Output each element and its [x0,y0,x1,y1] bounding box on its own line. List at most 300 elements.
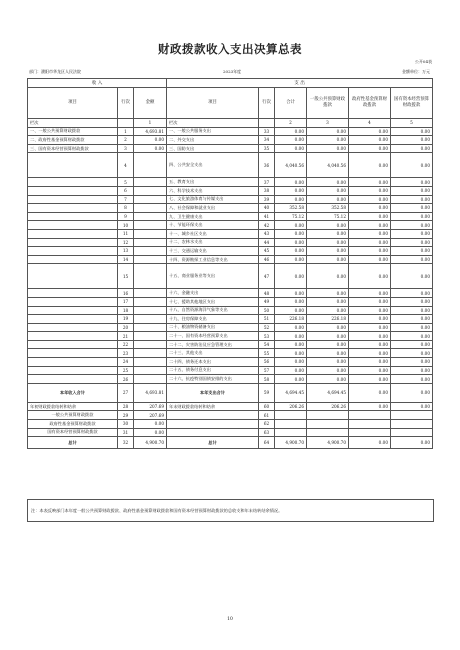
income-line-no: 9 [118,212,134,221]
income-line-no: 13 [118,247,134,256]
expense-total: 0.00 [275,229,307,238]
carry-income-line: 30 [118,420,134,429]
table-row [28,229,433,238]
expense-gov-fund: 0.00 [349,255,391,264]
income-amount [134,297,167,306]
expense-total: 0.00 [275,255,307,264]
income-amount [134,255,167,264]
page-number: 10 [227,617,233,622]
carry-income-item: 国有资本经营预算财政拨款 [28,428,118,437]
expense-item: 十八、自然资源海洋气象等支出 [167,306,259,315]
table-row [28,144,433,153]
expense-line-no: 50 [259,306,275,315]
income-line-no: 4 [118,153,134,178]
expense-item-header: 项目 [167,88,259,119]
expense-line-header: 行次 [259,88,275,119]
expense-total: 0.00 [275,375,307,384]
expense-general-budget: 0.00 [307,340,349,349]
grand-total-row [28,437,433,449]
carry-expense-total: 206.26 [275,402,307,411]
carry-expense-fund [349,420,391,429]
expense-state-capital: 0.00 [391,153,433,178]
grand-income-amount: 4,900.70 [134,437,167,449]
carry-expense-general [307,420,349,429]
carry-expense-total [275,428,307,437]
grand-expense-general: 4,900.70 [307,437,349,449]
expense-general-budget: 0.00 [307,195,349,204]
income-section-header: 收 入 [28,79,167,88]
table-row [28,358,433,367]
carry-expense-state [391,428,433,437]
expense-total-general: 4,694.45 [307,383,349,402]
income-item: 三、国有资本经营预算财政拨款 [28,144,118,153]
income-item [28,255,118,264]
expense-item: 二十二、灾害防治及应急管理支出 [167,340,259,349]
expense-item: 十七、援助其他地区支出 [167,297,259,306]
table-row [28,306,433,315]
expense-general-budget: 0.00 [307,136,349,145]
expense-gov-fund: 0.00 [349,297,391,306]
table-row [28,212,433,221]
income-item [28,153,118,178]
expense-total: 0.00 [275,349,307,358]
grand-expense-fund: 0.00 [349,437,391,449]
expense-total: 0.00 [275,358,307,367]
income-amount [134,340,167,349]
expense-item: 二十一、国有资本经营预算支出 [167,332,259,341]
expense-line-no: 35 [259,144,275,153]
table-row [28,264,433,289]
income-amount [134,315,167,324]
expense-total: 0.00 [275,238,307,247]
expense-line-no: 44 [259,238,275,247]
expense-total: 75.12 [275,212,307,221]
expense-state-capital: 0.00 [391,255,433,264]
expense-line-no: 51 [259,315,275,324]
carry-income-item: 政府性基金预算财政拨款 [28,420,118,429]
income-line-no: 23 [118,349,134,358]
expense-general-budget: 0.00 [307,297,349,306]
col-number-4: 4 [349,119,391,128]
grand-expense-state: 0.00 [391,437,433,449]
expense-general-budget: 0.00 [307,358,349,367]
carry-expense-general: 206.26 [307,402,349,411]
carry-expense-fund [349,411,391,420]
expense-state-capital: 0.00 [391,136,433,145]
expense-general-budget: 0.00 [307,186,349,195]
expense-line-no: 42 [259,221,275,230]
grand-expense-total: 4,900.70 [275,437,307,449]
expense-line-no: 38 [259,186,275,195]
table-row [28,238,433,247]
carry-expense-general [307,411,349,420]
carry-expense-total [275,411,307,420]
state-capital-header: 国有资本经营预算财政拨款 [391,88,433,119]
expense-gov-fund: 0.00 [349,247,391,256]
expense-gov-fund: 0.00 [349,195,391,204]
expense-state-capital: 0.00 [391,229,433,238]
expense-item: 十四、资源勘探工业信息等支出 [167,255,259,264]
income-amount [134,221,167,230]
table-row [28,297,433,306]
expense-general-budget: 0.00 [307,264,349,289]
expense-gov-fund: 0.00 [349,212,391,221]
expense-state-capital: 0.00 [391,247,433,256]
page-title: 财政拨款收入支出决算总表 [158,42,302,56]
income-line-no: 19 [118,315,134,324]
expense-total: 0.00 [275,178,307,187]
table-row [28,375,433,384]
income-line-no: 12 [118,238,134,247]
expense-general-budget: 75.12 [307,212,349,221]
column-header-row [28,88,433,119]
expense-total: 0.00 [275,297,307,306]
expense-total: 0.00 [275,306,307,315]
expense-state-capital: 0.00 [391,238,433,247]
income-amount [134,212,167,221]
expense-line-no: 57 [259,366,275,375]
carry-expense-line: 63 [259,428,275,437]
expense-total: 0.00 [275,136,307,145]
expense-general-budget: 0.00 [307,366,349,375]
income-amount: 4,693.81 [134,127,167,136]
expense-general-budget: 0.00 [307,127,349,136]
expense-general-budget: 4,040.56 [307,153,349,178]
expense-general-budget: 0.00 [307,332,349,341]
expense-line-no: 48 [259,289,275,298]
carry-expense-fund: 0.00 [349,402,391,411]
expense-line-no: 49 [259,297,275,306]
table-row [28,178,433,187]
income-item [28,297,118,306]
expense-gov-fund: 0.00 [349,153,391,178]
income-amount [134,178,167,187]
expense-gov-fund: 0.00 [349,144,391,153]
expense-line-no: 45 [259,247,275,256]
income-amount [134,349,167,358]
income-amount: 0.00 [134,144,167,153]
income-item-header: 项目 [28,88,118,119]
table-row [28,247,433,256]
expense-item: 八、社会保障和就业支出 [167,204,259,213]
carry-income-item: 一般公共预算财政拨款 [28,411,118,420]
carry-row [28,411,433,420]
expense-line-no: 37 [259,178,275,187]
carry-expense-general [307,428,349,437]
income-total-amount: 4,693.81 [134,383,167,402]
carry-expense-item [167,420,259,429]
income-line-no: 18 [118,306,134,315]
carry-expense-total [275,420,307,429]
expense-state-capital: 0.00 [391,289,433,298]
expense-total: 0.00 [275,340,307,349]
expense-item: 五、教育支出 [167,178,259,187]
carry-row [28,402,433,411]
expense-state-capital: 0.00 [391,178,433,187]
expense-general-budget: 352.58 [307,204,349,213]
income-amount [134,195,167,204]
expense-item: 十、节能环保支出 [167,221,259,230]
expense-state-capital: 0.00 [391,315,433,324]
table-row [28,323,433,332]
expense-gov-fund: 0.00 [349,375,391,384]
income-amount [134,238,167,247]
carry-expense-state [391,411,433,420]
col-number-3: 3 [307,119,349,128]
income-amount [134,332,167,341]
carry-expense-line: 61 [259,411,275,420]
expense-state-capital: 0.00 [391,195,433,204]
income-amount [134,358,167,367]
income-item [28,289,118,298]
expense-state-capital: 0.00 [391,375,433,384]
expense-gov-fund: 0.00 [349,306,391,315]
income-amount [134,366,167,375]
expense-total-sum: 4,694.45 [275,383,307,402]
income-line-no: 11 [118,229,134,238]
expense-line-no: 41 [259,212,275,221]
expense-item: 一、一般公共服务支出 [167,127,259,136]
income-line-no: 6 [118,186,134,195]
expense-general-budget: 0.00 [307,221,349,230]
income-line-header: 行次 [118,88,134,119]
col-label: 栏次 [167,119,259,128]
expense-gov-fund: 0.00 [349,349,391,358]
expense-total: 0.00 [275,144,307,153]
expense-line-no: 39 [259,195,275,204]
income-amount [134,153,167,178]
expense-item: 十一、城乡社区支出 [167,229,259,238]
carry-expense-state [391,420,433,429]
expense-state-capital: 0.00 [391,264,433,289]
section-header-row [28,79,433,88]
expense-total: 4,040.56 [275,153,307,178]
expense-state-capital: 0.00 [391,297,433,306]
expense-general-budget: 0.00 [307,255,349,264]
expense-line-no: 33 [259,127,275,136]
expense-gov-fund: 0.00 [349,178,391,187]
expense-gov-fund: 0.00 [349,264,391,289]
expense-general-budget: 0.00 [307,229,349,238]
expense-line-no: 40 [259,204,275,213]
expense-total: 0.00 [275,186,307,195]
expense-state-capital: 0.00 [391,127,433,136]
expense-general-budget: 0.00 [307,306,349,315]
income-line-no: 22 [118,340,134,349]
income-amount [134,229,167,238]
expense-item: 十二、农林水支出 [167,238,259,247]
table-row [28,204,433,213]
table-row [28,340,433,349]
income-line-no: 25 [118,366,134,375]
expense-total: 0.00 [275,264,307,289]
expense-state-capital: 0.00 [391,349,433,358]
income-line-no: 8 [118,204,134,213]
expense-item: 六、科学技术支出 [167,186,259,195]
expense-gov-fund: 0.00 [349,289,391,298]
table-row [28,195,433,204]
income-line-no: 2 [118,136,134,145]
income-line-no: 5 [118,178,134,187]
income-item [28,264,118,289]
expense-state-capital: 0.00 [391,358,433,367]
expense-general-budget: 226.18 [307,315,349,324]
grand-income-line: 32 [118,437,134,449]
expense-item: 九、卫生健康支出 [167,212,259,221]
carry-income-amount: 0.00 [134,420,167,429]
annual-total-row [28,383,433,402]
income-line-no: 1 [118,127,134,136]
grand-expense-label: 总计 [167,437,259,449]
expense-line-no: 58 [259,375,275,384]
expense-item: 十五、商业服务业等支出 [167,264,259,289]
carry-income-line: 31 [118,428,134,437]
expense-item: 二十三、其他支出 [167,349,259,358]
expense-gov-fund: 0.00 [349,332,391,341]
col-number-1: 1 [134,119,167,128]
expense-total: 0.00 [275,221,307,230]
carry-expense-item [167,428,259,437]
table-row [28,366,433,375]
expense-line-no: 46 [259,255,275,264]
income-amount-header: 金额 [134,88,167,119]
expense-gov-fund: 0.00 [349,238,391,247]
expense-state-capital: 0.00 [391,306,433,315]
expense-gov-fund: 0.00 [349,127,391,136]
income-item: 一、一般公共预算财政拨款 [28,127,118,136]
income-item [28,229,118,238]
income-amount: 0.00 [134,136,167,145]
income-item [28,375,118,384]
carry-income-item: 年初财政拨款结转和结余 [28,402,118,411]
expense-item: 四、公共安全支出 [167,153,259,178]
grand-income-label: 总计 [28,437,118,449]
income-line-no: 15 [118,264,134,289]
income-line-no: 16 [118,289,134,298]
income-item [28,221,118,230]
income-amount [134,323,167,332]
income-item [28,340,118,349]
expense-total: 0.00 [275,289,307,298]
carry-expense-item [167,411,259,420]
income-amount [134,306,167,315]
carry-expense-item: 年末财政拨款结转和结余 [167,402,259,411]
expense-total: 0.00 [275,366,307,375]
table-row [28,153,433,178]
expense-gov-fund: 0.00 [349,340,391,349]
expense-gov-fund: 0.00 [349,315,391,324]
expense-total: 0.00 [275,323,307,332]
income-item [28,212,118,221]
carry-expense-line: 62 [259,420,275,429]
expense-state-capital: 0.00 [391,332,433,341]
expense-gov-fund: 0.00 [349,358,391,367]
carry-income-amount: 207.69 [134,411,167,420]
expense-total-header: 合计 [275,88,307,119]
carry-expense-state: 0.00 [391,402,433,411]
expense-item: 十六、金融支出 [167,289,259,298]
table-row [28,221,433,230]
income-line-no: 7 [118,195,134,204]
expense-line-no: 53 [259,332,275,341]
expense-total-label: 本年支出合计 [167,383,259,402]
general-budget-header: 一般公共预算财政拨款 [307,88,349,119]
expense-item: 十九、住房保障支出 [167,315,259,324]
department-label: 部门：濮阳市华龙区人民法院 [29,69,81,74]
income-amount [134,375,167,384]
income-item [28,186,118,195]
expense-general-budget: 0.00 [307,178,349,187]
col-label: 栏次 [28,119,118,128]
income-amount [134,247,167,256]
expense-item: 二十四、债务还本支出 [167,358,259,367]
expense-gov-fund: 0.00 [349,221,391,230]
table-row [28,332,433,341]
table-row [28,255,433,264]
income-line-no: 3 [118,144,134,153]
income-item [28,204,118,213]
expense-item: 十三、交通运输支出 [167,247,259,256]
income-item [28,238,118,247]
income-amount [134,204,167,213]
expense-general-budget: 0.00 [307,238,349,247]
income-line-no: 10 [118,221,134,230]
income-item [28,315,118,324]
carry-income-amount: 0.00 [134,428,167,437]
expense-total: 0.00 [275,195,307,204]
meta-row [27,68,432,76]
expense-line-no: 54 [259,340,275,349]
expense-general-budget: 0.00 [307,247,349,256]
table-row [28,136,433,145]
expense-general-budget: 0.00 [307,323,349,332]
carry-income-line: 28 [118,402,134,411]
table-row [28,127,433,136]
income-item [28,178,118,187]
carry-income-amount: 207.69 [134,402,167,411]
expense-state-capital: 0.00 [391,340,433,349]
col-number-5: 5 [391,119,433,128]
expense-total: 226.18 [275,315,307,324]
expense-item: 七、文化旅游体育与传媒支出 [167,195,259,204]
table-row [28,289,433,298]
carry-expense-line: 60 [259,402,275,411]
income-line-no: 20 [118,323,134,332]
footnote: 注：本表反映部门本年度一般公共预算财政拨款、政府性基金预算财政拨款和国有资本经营预算财政拨款的总收支和年末结转结余情况。 [27,499,434,522]
table-id: 公开04表 [414,59,432,64]
column-number-row [28,119,433,128]
expense-state-capital: 0.00 [391,144,433,153]
expense-total: 0.00 [275,247,307,256]
expense-gov-fund: 0.00 [349,366,391,375]
expense-general-budget: 0.00 [307,375,349,384]
expense-line-no: 36 [259,153,275,178]
finance-table [27,78,433,449]
income-item [28,358,118,367]
carry-row [28,420,433,429]
expense-total: 352.58 [275,204,307,213]
expense-state-capital: 0.00 [391,186,433,195]
income-line-no: 14 [118,255,134,264]
carry-income-line: 29 [118,411,134,420]
income-total-line: 27 [118,383,134,402]
income-amount [134,264,167,289]
expense-line-no: 34 [259,136,275,145]
expense-line-no: 47 [259,264,275,289]
expense-gov-fund: 0.00 [349,323,391,332]
expense-item: 三、国防支出 [167,144,259,153]
income-item [28,306,118,315]
